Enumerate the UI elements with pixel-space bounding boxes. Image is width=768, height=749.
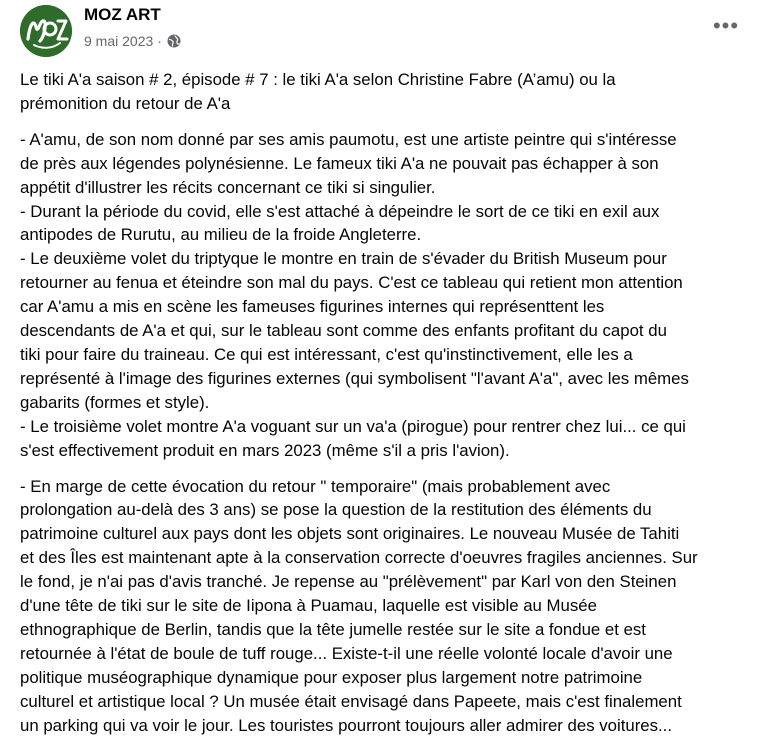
globe-icon[interactable]: [166, 33, 182, 49]
post-paragraph-2: - En marge de cette évocation du retour " temporaire" (mais probablement avec prolongation au-delà des 3 ans) se pose la question de la restitution des éléments du patrimoine culturel aux pays dont les objets sont originaires. Le nouveau Musée de Tahiti et des Îles est maintenant apte à la conservation correcte d'oeuvres fragiles anciennes. Sur le fond, je n'ai pas d'avis tranché. Je repense au "prélèvement" par Karl von den Steinen d'une tête de tiki sur le site de Iipona à Puamau, laquelle est visible au Musée ethnographique de Berlin, tandis que la tête jumelle restée sur le site a fondue et est retournée à l'état de boule de tuff rouge... Existe-t-il une réelle volonté locale d'avoir une politique muséographique dynamique pour exposer plus largement notre patrimoine culturel et artistique local ? Un musée était envisagé dans Papeete, mais c'est finalement un parking qui va voir le jour. Les touristes pourront toujours aller admirer des voitures...: [20, 476, 698, 735]
avatar[interactable]: [20, 5, 72, 57]
meta-separator: ·: [157, 33, 162, 49]
avatar-logo-icon: [20, 5, 72, 57]
author-name[interactable]: MOZ ART: [84, 5, 161, 24]
post-meta: [84, 33, 182, 49]
post-date[interactable]: 9 mai 2023: [84, 33, 154, 49]
post-header: [0, 0, 768, 70]
post-title: Le tiki A'a saison # 2, épisode # 7 : le tiki A'a selon Christine Fabre (A’amu) ou la prémonition du retour de A'a: [20, 70, 616, 113]
post-paragraph-1: - A'amu, de son nom donné par ses amis paumotu, est une artiste peintre qui s'intéresse de près aux légendes polynésienne. Le fameux tiki A'a ne pouvait pas échapper à son appétit d'illustrer les récits concernant ce tiki si singulier. - Durant la période du covid, elle s'est attaché à dépeindre le sort de ce tiki en exil aux antipodes de Rurutu, au milieu de la froide Angleterre. - Le deuxième volet du triptyque le montre en train de s'évader du British Museum pour retourner au fenua et éteindre son mal du pays. C'est ce tableau qui retient mon attention car A'amu a mis en scène les fameuses figurines internes qui représenttent les descendants de A'a et qui, sur le tableau sont comme des enfants profitant du capot du tiki pour faire du traineau. Ce qui est intéressant, c'est qu'instinctivement, elle les a représenté à l'image des figurines externes (qui symbolisent "l'avant A'a", avec les mêmes gabarits (formes et style). - Le troisième volet montre A'a voguant sur un va'a (pirogue) pour rentrer chez lui... ce qui s'est effectivement produit en mars 2023 (même s'il a pris l'avion).: [20, 129, 689, 460]
more-options-icon[interactable]: •••: [712, 13, 740, 38]
post-body: [20, 68, 748, 749]
